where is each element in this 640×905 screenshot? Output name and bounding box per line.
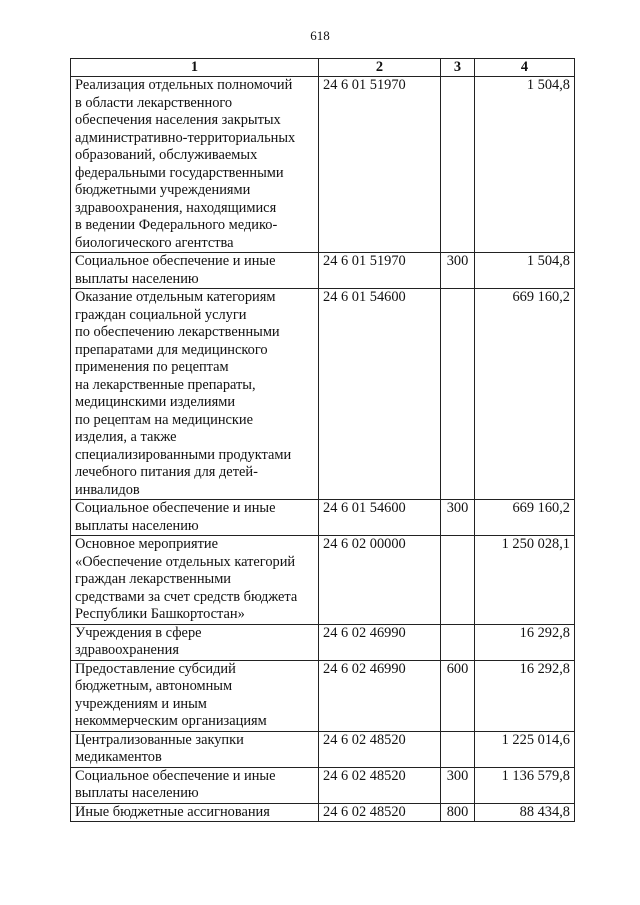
row-name-line: Иные бюджетные ассигнования bbox=[75, 803, 270, 820]
row-name-line: в ведении Федерального медико- bbox=[75, 217, 278, 233]
table-row bbox=[71, 660, 575, 731]
table-row bbox=[71, 536, 575, 625]
row-name-line: федеральными государственными bbox=[75, 164, 284, 181]
row-expense-type bbox=[441, 536, 475, 625]
row-amount: 1 504,8 bbox=[475, 253, 575, 289]
row-name-line: выплаты населению bbox=[75, 785, 199, 801]
row-name-line: по обеспечению лекарственными bbox=[75, 324, 280, 340]
row-amount: 669 160,2 bbox=[475, 289, 575, 500]
row-name bbox=[71, 731, 319, 767]
row-code: 24 6 02 48520 bbox=[319, 731, 441, 767]
row-code: 24 6 02 46990 bbox=[319, 624, 441, 660]
row-amount: 88 434,8 bbox=[475, 803, 575, 822]
row-expense-type: 300 bbox=[441, 500, 475, 536]
row-name bbox=[71, 803, 319, 822]
row-expense-type bbox=[441, 289, 475, 500]
row-name-line: медицинскими изделиями bbox=[75, 394, 236, 410]
row-name-line: здравоохранения, находящимися bbox=[75, 199, 277, 216]
row-name-line: административно-территориальных bbox=[75, 129, 296, 146]
row-name-line: Социальное обеспечение и иные bbox=[75, 500, 276, 516]
header-row bbox=[71, 59, 575, 77]
header-col-4: 4 bbox=[475, 59, 575, 77]
row-code: 24 6 02 48520 bbox=[319, 767, 441, 803]
row-code: 24 6 02 00000 bbox=[319, 536, 441, 625]
row-name-line: выплаты населению bbox=[75, 517, 199, 534]
row-code: 24 6 02 48520 bbox=[319, 803, 441, 822]
row-name-line: «Обеспечение отдельных категорий bbox=[75, 553, 296, 570]
budget-table bbox=[70, 58, 575, 822]
header-col-3: 3 bbox=[441, 59, 475, 77]
row-amount: 1 504,8 bbox=[475, 77, 575, 253]
row-amount: 1 250 028,1 bbox=[475, 536, 575, 625]
row-code: 24 6 01 51970 bbox=[319, 77, 441, 253]
row-expense-type: 300 bbox=[441, 767, 475, 803]
table-row bbox=[71, 500, 575, 536]
table-header bbox=[71, 59, 575, 77]
row-name-line: специализированными продуктами bbox=[75, 446, 292, 463]
table-row bbox=[71, 77, 575, 253]
row-name bbox=[71, 77, 319, 253]
row-code: 24 6 01 54600 bbox=[319, 500, 441, 536]
row-amount: 16 292,8 bbox=[475, 624, 575, 660]
row-name bbox=[71, 660, 319, 731]
row-name-line: лечебного питания для детей- bbox=[75, 464, 258, 480]
row-code: 24 6 01 54600 bbox=[319, 289, 441, 500]
row-expense-type bbox=[441, 624, 475, 660]
row-name-line: выплаты населению bbox=[75, 270, 199, 287]
row-name-line: бюджетными учреждениями bbox=[75, 182, 251, 198]
row-name bbox=[71, 536, 319, 625]
row-name-line: Основное мероприятие bbox=[75, 536, 219, 552]
row-name-line: граждан социальной услуги bbox=[75, 306, 247, 323]
row-name-line: препаратами для медицинского bbox=[75, 341, 268, 358]
table-row bbox=[71, 803, 575, 822]
row-name-line: в области лекарственного bbox=[75, 94, 233, 111]
row-amount: 16 292,8 bbox=[475, 660, 575, 731]
header-col-2: 2 bbox=[319, 59, 441, 77]
row-name-line: биологического агентства bbox=[75, 234, 234, 251]
row-amount: 669 160,2 bbox=[475, 500, 575, 536]
row-name bbox=[71, 500, 319, 536]
table-row bbox=[71, 253, 575, 289]
table-row bbox=[71, 289, 575, 500]
row-name bbox=[71, 767, 319, 803]
row-name-line: Учреждения в сфере bbox=[75, 624, 202, 641]
page-number: 618 bbox=[310, 28, 330, 43]
row-name bbox=[71, 624, 319, 660]
row-name-line: здравоохранения bbox=[75, 642, 179, 658]
row-name-line: граждан лекарственными bbox=[75, 571, 232, 587]
row-name-line: Реализация отдельных полномочий bbox=[75, 77, 293, 93]
row-code: 24 6 02 46990 bbox=[319, 660, 441, 731]
row-name-line: некоммерческим организациям bbox=[75, 713, 267, 729]
row-amount: 1 136 579,8 bbox=[475, 767, 575, 803]
row-expense-type: 600 bbox=[441, 660, 475, 731]
row-expense-type bbox=[441, 77, 475, 253]
row-name-line: учреждениям и иным bbox=[75, 695, 207, 712]
row-name-line: на лекарственные препараты, bbox=[75, 376, 256, 393]
row-name-line: по рецептам на медицинские bbox=[75, 411, 254, 428]
row-expense-type: 800 bbox=[441, 803, 475, 822]
row-name-line: образований, обслуживаемых bbox=[75, 147, 258, 163]
row-expense-type bbox=[441, 731, 475, 767]
row-name-line: Социальное обеспечение и иные bbox=[75, 767, 276, 784]
header-col-1: 1 bbox=[71, 59, 319, 77]
table-body bbox=[71, 77, 575, 822]
row-name-line: обеспечения населения закрытых bbox=[75, 112, 281, 128]
row-name-line: средствами за счет средств бюджета bbox=[75, 588, 298, 605]
row-name-line: применения по рецептам bbox=[75, 359, 229, 375]
row-name-line: бюджетным, автономным bbox=[75, 678, 233, 694]
row-name-line: Централизованные закупки bbox=[75, 731, 244, 748]
row-name-line: Предоставление субсидий bbox=[75, 660, 236, 677]
row-name-line: Оказание отдельным категориям bbox=[75, 289, 276, 305]
row-amount: 1 225 014,6 bbox=[475, 731, 575, 767]
row-name-line: Республики Башкортостан» bbox=[75, 606, 245, 622]
table-row bbox=[71, 767, 575, 803]
row-name-line: инвалидов bbox=[75, 481, 140, 498]
row-name-line: Социальное обеспечение и иные bbox=[75, 253, 276, 269]
table-row bbox=[71, 731, 575, 767]
row-expense-type: 300 bbox=[441, 253, 475, 289]
row-name-line: изделия, а также bbox=[75, 429, 177, 445]
table-row bbox=[71, 624, 575, 660]
row-code: 24 6 01 51970 bbox=[319, 253, 441, 289]
row-name-line: медикаментов bbox=[75, 749, 162, 765]
row-name bbox=[71, 253, 319, 289]
row-name bbox=[71, 289, 319, 500]
